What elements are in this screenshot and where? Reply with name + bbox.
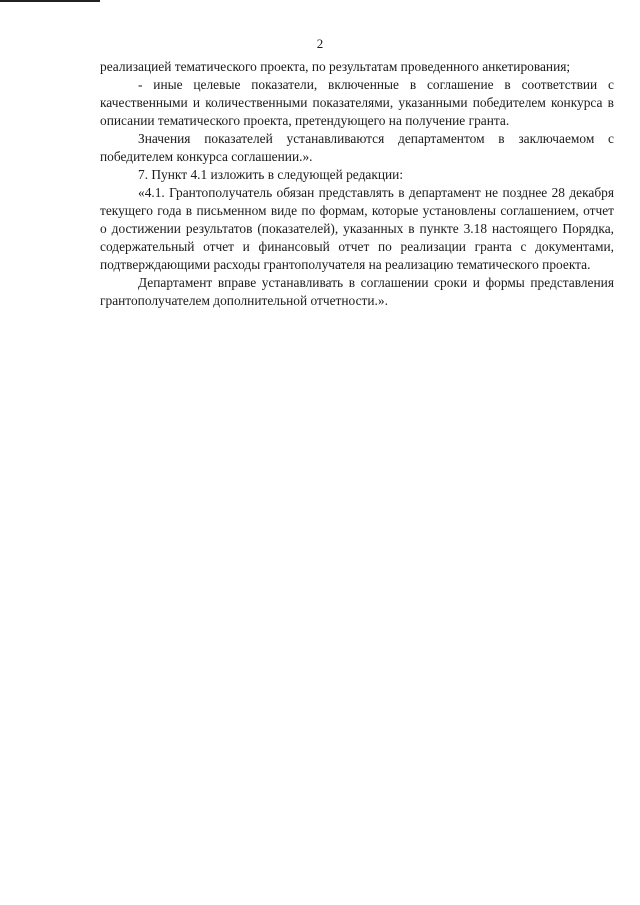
paragraph-other-indicators: - иные целевые показатели, включенные в соглашение в соответствии с качественными и количественными показателями, указанными победителем конкурса в описании тематического проекта, претендующего на получение гранта. [100, 77, 614, 128]
scan-edge-mark [0, 0, 100, 2]
paragraph-department-rights: Департамент вправе устанавливать в соглашении сроки и формы представления грантополучателем дополнительной отчетности.». [100, 275, 614, 308]
document-body [100, 58, 614, 310]
paragraph-clause-4-1: «4.1. Грантополучатель обязан представлять в департамент не позднее 28 декабря текущего года в письменном виде по формам, которые установлены соглашением, отчет о достижении результатов (показателей), указанных в пункте 3.18 настоящего Порядка, содержательный отчет и финансовый отчет по реализации гранта с документами, подтверждающими расходы грантополучателя на реализацию тематического проекта. [100, 185, 614, 272]
page-number: 2 [316, 36, 324, 51]
paragraph-indicator-values: Значения показателей устанавливаются департаментом в заключаемом с победителем конкурса соглашении.». [100, 131, 614, 164]
paragraph-item-7: 7. Пункт 4.1 изложить в следующей редакции: [138, 167, 404, 182]
paragraph-continuation: реализацией тематического проекта, по результатам проведенного анкетирования; [100, 59, 571, 74]
